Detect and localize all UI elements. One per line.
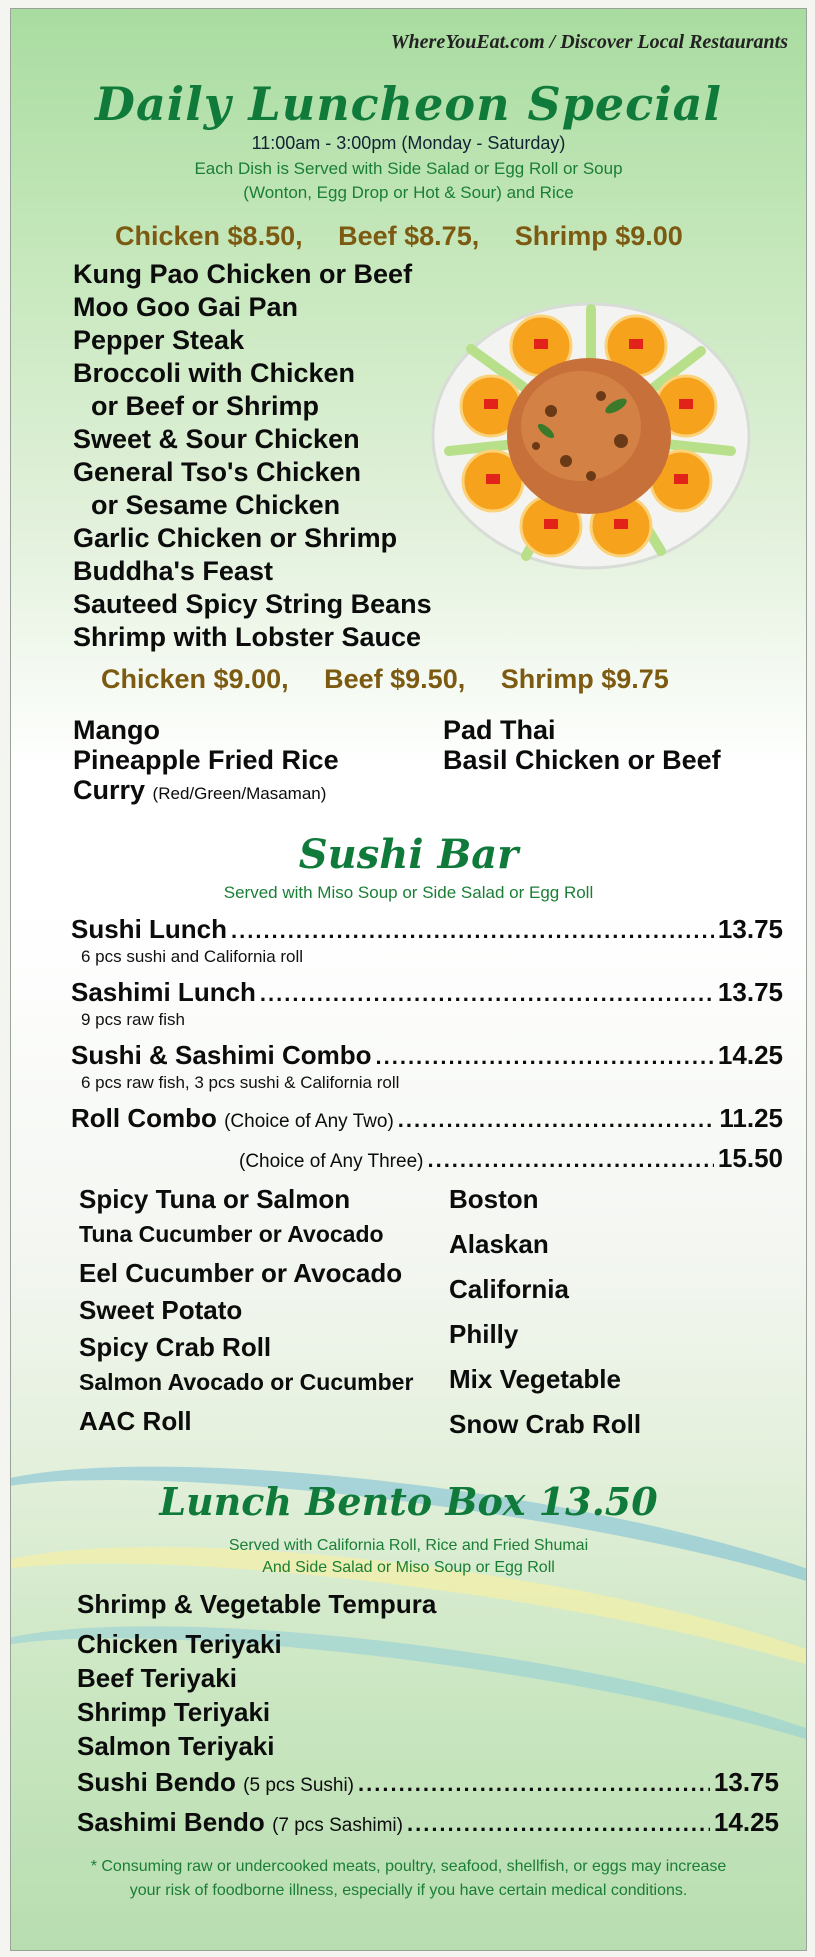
- item-name: Sushi & Sashimi Combo: [71, 1040, 372, 1070]
- bento-list: [77, 1589, 436, 1765]
- roll-item: Alaskan: [449, 1229, 549, 1259]
- disclaimer-line1: * Consuming raw or undercooked meats, poultry, seafood, shellfish, or eggs may increase: [90, 1858, 727, 1875]
- bento-title: Lunch Bento Box 13.50: [159, 1479, 658, 1524]
- item-price: 11.25: [719, 1103, 783, 1133]
- menu-row: [77, 1807, 779, 1838]
- bento-served-line1: Served with California Roll, Rice and Fried Shumai: [228, 1537, 589, 1554]
- price-chicken: Chicken $9.00,: [101, 664, 289, 694]
- luncheon-prices-a: [115, 221, 683, 252]
- dish-item: Mango: [73, 715, 160, 745]
- dish-item: Pad Thai: [443, 715, 556, 745]
- item-label: [239, 1143, 423, 1174]
- luncheon-served-line2: (Wonton, Egg Drop or Hot & Sour) and Rice: [243, 183, 574, 202]
- bento-served-line2: And Side Salad or Miso Soup or Egg Roll: [262, 1559, 555, 1576]
- roll-item: Tuna Cucumber or Avocado: [79, 1221, 384, 1247]
- dot-leader: [231, 918, 714, 944]
- item-price: 14.25: [713, 1807, 779, 1837]
- dish-item-curry: [73, 775, 326, 806]
- item-price: 13.75: [717, 914, 783, 944]
- dish-item: Sauteed Spicy String Beans: [73, 589, 432, 619]
- roll-item: Eel Cucumber or Avocado: [79, 1258, 403, 1288]
- bento-item: Shrimp & Vegetable Tempura: [77, 1589, 437, 1619]
- dish-item: Moo Goo Gai Pan: [73, 292, 299, 322]
- luncheon-prices-b: [101, 664, 669, 695]
- item-note: (7 pcs Sashimi): [272, 1815, 403, 1836]
- dish-item: Pineapple Fried Rice: [73, 745, 339, 775]
- fried-rice-plate-icon: [431, 301, 751, 571]
- price-chicken: Chicken $8.50,: [115, 221, 303, 251]
- roll-item: Salmon Avocado or Cucumber: [79, 1369, 414, 1395]
- dish-item: Broccoli with Chicken: [73, 358, 356, 388]
- item-description: 6 pcs sushi and California roll: [81, 947, 304, 966]
- site-banner[interactable]: WhereYouEat.com / Discover Local Restaurants: [390, 31, 788, 53]
- menu-row: [71, 1040, 783, 1071]
- menu-row: [71, 977, 783, 1008]
- roll-item: Boston: [449, 1184, 539, 1214]
- luncheon-served-line1: Each Dish is Served with Side Salad or Egg Roll or Soup: [194, 159, 623, 178]
- dot-leader: [260, 981, 714, 1007]
- item-description: 9 pcs raw fish: [81, 1010, 185, 1029]
- bento-item: Chicken Teriyaki: [77, 1629, 282, 1659]
- dot-leader: [398, 1107, 716, 1133]
- roll-item: AAC Roll: [79, 1406, 192, 1436]
- dish-item: or Beef or Shrimp: [91, 391, 320, 421]
- roll-item: Spicy Tuna or Salmon: [79, 1184, 351, 1214]
- dot-leader: [358, 1771, 710, 1797]
- rolls-left-column: [79, 1184, 413, 1443]
- dish-item: Pepper Steak: [73, 325, 245, 355]
- roll-item: Spicy Crab Roll: [79, 1332, 272, 1362]
- roll-item: Sweet Potato: [79, 1295, 243, 1325]
- bento-item: Shrimp Teriyaki: [77, 1697, 271, 1727]
- dish-name: Curry: [73, 775, 146, 805]
- dot-leader: [376, 1044, 714, 1070]
- disclaimer-line2: your risk of foodborne illness, especially if you have certain medical conditions.: [129, 1882, 688, 1899]
- item-note: (5 pcs Sushi): [243, 1775, 355, 1796]
- price-shrimp: Shrimp $9.75: [500, 664, 669, 694]
- curry-note: (Red/Green/Masaman): [152, 784, 327, 803]
- menu-row: [71, 1103, 783, 1134]
- item-name: Sushi Lunch: [71, 914, 227, 944]
- disclaimer: [41, 1855, 776, 1903]
- price-beef: Beef $9.50,: [324, 664, 466, 694]
- item-price: 14.25: [717, 1040, 783, 1070]
- item-name: Sashimi Lunch: [71, 977, 256, 1007]
- bento-item: Beef Teriyaki: [77, 1663, 237, 1693]
- dish-item: Shrimp with Lobster Sauce: [73, 622, 422, 652]
- menu-page: [10, 8, 807, 1951]
- rolls-right-column: [449, 1184, 641, 1454]
- item-name: Roll Combo: [71, 1103, 217, 1133]
- dish-item: Buddha's Feast: [73, 556, 273, 586]
- menu-row: [71, 914, 783, 945]
- dot-leader: [427, 1147, 713, 1173]
- dish-item: Garlic Chicken or Shrimp: [73, 523, 398, 553]
- dish-item: or Sesame Chicken: [91, 490, 341, 520]
- dish-item: General Tso's Chicken: [73, 457, 362, 487]
- dot-leader: [407, 1811, 710, 1837]
- bento-item: Salmon Teriyaki: [77, 1731, 275, 1761]
- price-shrimp: Shrimp $9.00: [514, 221, 683, 251]
- menu-row: [239, 1143, 783, 1174]
- item-name: Sushi Bendo: [77, 1767, 236, 1797]
- roll-item: Snow Crab Roll: [449, 1409, 642, 1439]
- sushi-title: Sushi Bar: [298, 831, 519, 878]
- price-beef: Beef $8.75,: [338, 221, 480, 251]
- item-price: 13.75: [717, 977, 783, 1007]
- dish-item: Sweet & Sour Chicken: [73, 424, 360, 454]
- item-note: (Choice of Any Two): [224, 1111, 394, 1132]
- dish-item: Basil Chicken or Beef: [443, 745, 721, 775]
- roll-item: Philly: [449, 1319, 519, 1349]
- item-label: [77, 1807, 403, 1838]
- item-description: 6 pcs raw fish, 3 pcs sushi & California roll: [81, 1073, 400, 1092]
- menu-row: [77, 1767, 779, 1798]
- roll-item: Mix Vegetable: [449, 1364, 621, 1394]
- item-label: [77, 1767, 354, 1798]
- item-price: 15.50: [717, 1143, 783, 1173]
- item-name: Sashimi Bendo: [77, 1807, 265, 1837]
- luncheon-hours: 11:00am - 3:00pm (Monday - Saturday): [251, 133, 566, 153]
- luncheon-title: Daily Luncheon Special: [95, 77, 722, 131]
- roll-item: California: [449, 1274, 569, 1304]
- sushi-served: Served with Miso Soup or Side Salad or Egg Roll: [223, 883, 594, 902]
- item-note: (Choice of Any Three): [239, 1151, 424, 1172]
- item-price: 13.75: [713, 1767, 779, 1797]
- item-label: [71, 1103, 394, 1134]
- dish-item: Kung Pao Chicken or Beef: [73, 259, 413, 289]
